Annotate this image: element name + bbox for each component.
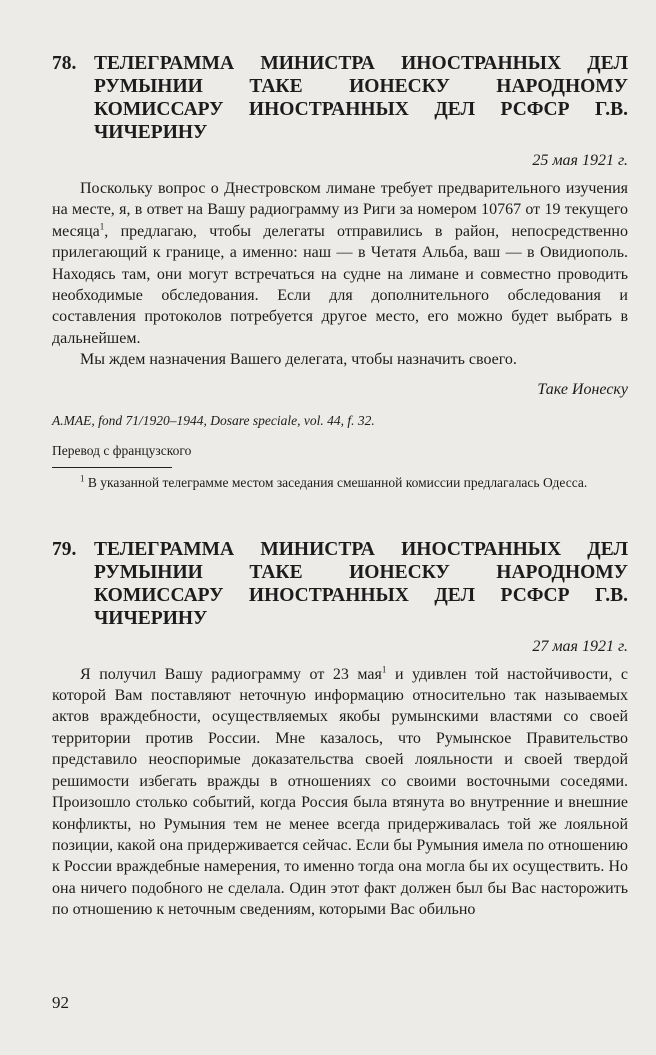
page-number: 92: [52, 993, 69, 1012]
footnote-number: 1: [80, 473, 85, 484]
document-title: [52, 538, 628, 630]
footnote-ref: 1: [99, 221, 105, 232]
archive-reference: A.MAE, fond 71/1920–1944, Dosare speciale, vol. 44, f. 32.: [52, 412, 375, 428]
paragraph-text: Поскольку вопрос о Днестровском лимане требует предварительного изучения на месте, я, в ответ на Вашу радиограмму из Риги за номером 10767 от 19 текущего месяца: [52, 180, 628, 240]
footnote: [52, 474, 628, 492]
document-78: [52, 52, 628, 492]
paragraph: [52, 664, 628, 921]
footnote-text: В указанной телеграмме местом заседания смешанной комиссии предлагалась Одесса.: [84, 474, 588, 490]
paragraph-text: , предлагаю, чтобы делегаты отправились в район, непосредственно прилегающий к границе, а именно: наш — в Четатя Альба, ваш — в Овидиополь. Находясь там, они могут встречаться на судне на лимане и совместно проводить необходимые обследования. Если для дополнительного обследования и составления протоколов потребуется другое место, его можно будет выбрать в дальнейшем.: [52, 222, 628, 347]
footnote-ref: 1: [381, 664, 387, 675]
document-number: 79.: [52, 538, 77, 560]
paragraph: Мы ждем назначения Вашего делегата, чтобы назначить своего.: [80, 351, 517, 369]
paragraph: [52, 178, 628, 349]
document-date: 27 мая 1921 г.: [532, 637, 628, 655]
document-79: [52, 538, 628, 921]
document-title-text: ТЕЛЕГРАММА МИНИСТРА ИНОСТРАННЫХ ДЕЛ РУМЫНИИ ТАКЕ ИОНЕСКУ НАРОДНОМУ КОМИССАРУ ИНОСТРАННЫХ ДЕЛ РСФСР Г.В. ЧИЧЕРИНУ: [94, 53, 628, 143]
footnote-divider: [52, 467, 172, 468]
document-number: 78.: [52, 53, 77, 74]
signature: Таке Ионеску: [537, 380, 628, 398]
document-title: [52, 52, 628, 144]
document-date: 25 мая 1921 г.: [532, 152, 628, 169]
document-title-text: ТЕЛЕГРАММА МИНИСТРА ИНОСТРАННЫХ ДЕЛ РУМЫНИИ ТАКЕ ИОНЕСКУ НАРОДНОМУ КОМИССАРУ ИНОСТРАННЫХ ДЕЛ РСФСР Г.В. ЧИЧЕРИНУ: [94, 538, 628, 629]
paragraph-text: Я получил Вашу радиограмму от 23 мая: [80, 665, 382, 683]
paragraph-text: и удивлен той настойчивости, с которой Вам поставляют неточную информацию относительно так называемых актов враждебности, осуществляемых якобы румынскими властями со своей территории против России. Мне казалось, что Румынское Правительство представило неоспоримые доказательства своей лояльности и своей твердой решимости избегать вражды в отношениях со своими восточными соседями. Произошло столько событий, когда Россия была втянута во внутренние и внешние конфликты, но Румыния тем не менее всегда придерживалась той же лояльной позиции, какой она придерживается сейчас. Если бы Румыния имела по отношению к России враждебные намерения, то именно тогда она могла бы их осуществить. Но она ничего подобного не сделала. Один этот факт должен был бы Вас насторожить по отношению к неточным сведениям, которыми Вас обильно: [52, 665, 629, 919]
translation-note: Перевод с французского: [52, 442, 192, 458]
